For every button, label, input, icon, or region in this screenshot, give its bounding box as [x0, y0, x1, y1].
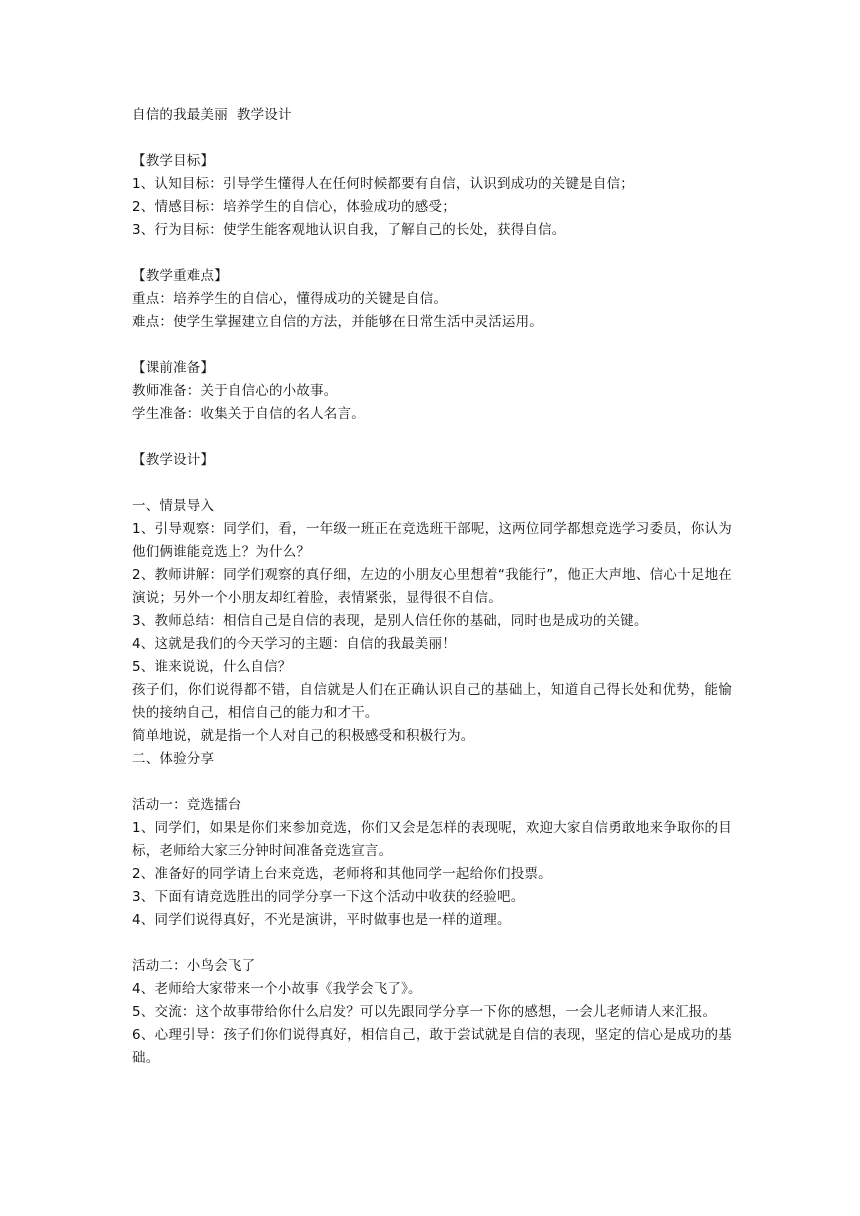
activity1-item: 2、准备好的同学请上台来竞选，老师将和其他同学一起给你们投票。	[132, 866, 552, 882]
part1-item: 4、这就是我们的今天学习的主题：自信的我最美丽！	[132, 636, 456, 652]
spacer	[132, 334, 732, 357]
preparation-heading: 【课前准备】	[132, 360, 215, 376]
objective-item: 3、行为目标：使学生能客观地认识自我，了解自己的长处，获得自信。	[132, 222, 566, 238]
activity2-item: 6、心理引导：孩子们你们说得真好，相信自己，敢于尝试就是自信的表现，坚定的信心是成功的基础。	[132, 1027, 732, 1066]
activity1-item: 4、同学们说得真好，不光是演讲，平时做事也是一样的道理。	[132, 912, 511, 928]
spacer	[132, 932, 732, 955]
activity1-heading: 活动一：竞选擂台	[132, 797, 242, 813]
activity1-item: 3、下面有请竞选胜出的同学分享一下这个活动中收获的经验吧。	[132, 889, 525, 905]
document-page	[132, 104, 732, 1070]
activity2-heading: 活动二：小鸟会飞了	[132, 958, 256, 974]
part1-item: 简单地说，就是指一个人对自己的积极感受和积极行为。	[132, 728, 475, 744]
key-point-item: 重点：培养学生的自信心，懂得成功的关键是自信。	[132, 291, 448, 307]
part1-item: 3、教师总结：相信自己是自信的表现，是别人信任你的基础，同时也是成功的关键。	[132, 613, 648, 629]
preparation-item: 学生准备：收集关于自信的名人名言。	[132, 406, 365, 422]
objectives-heading: 【教学目标】	[132, 153, 215, 169]
spacer	[132, 472, 732, 495]
preparation-item: 教师准备：关于自信心的小故事。	[132, 383, 338, 399]
spacer	[132, 426, 732, 449]
key-point-item: 难点：使学生掌握建立自信的方法，并能够在日常生活中灵活运用。	[132, 314, 543, 330]
document-title: 自信的我最美丽 教学设计	[132, 107, 292, 123]
spacer	[132, 127, 732, 150]
spacer	[132, 771, 732, 794]
part2-heading: 二、体验分享	[132, 751, 215, 767]
part1-heading: 一、情景导入	[132, 498, 215, 514]
spacer	[132, 242, 732, 265]
design-heading: 【教学设计】	[132, 452, 215, 468]
activity1-item: 1、同学们，如果是你们来参加竞选，你们又会是怎样的表现呢，欢迎大家自信勇敢地来争取你的目标，老师给大家三分钟时间准备竞选宣言。	[132, 820, 732, 859]
objective-item: 2、情感目标：培养学生的自信心，体验成功的感受；	[132, 199, 456, 215]
activity2-item: 4、老师给大家带来一个小故事《我学会飞了》。	[132, 981, 422, 997]
part1-item: 孩子们，你们说得都不错，自信就是人们在正确认识自己的基础上，知道自己得长处和优势，能愉快的接纳自己，相信自己的能力和才干。	[132, 682, 732, 721]
objective-item: 1、认知目标：引导学生懂得人在任何时候都要有自信，认识到成功的关键是自信；	[132, 176, 634, 192]
activity2-item: 5、交流：这个故事带给你什么启发？可以先跟同学分享一下你的感想，一会儿老师请人来汇报。	[132, 1004, 717, 1020]
part1-item: 1、引导观察：同学们，看，一年级一班正在竞选班干部呢，这两位同学都想竞选学习委员，你认为他们俩谁能竞选上？为什么？	[132, 521, 732, 560]
part1-item: 2、教师讲解：同学们观察的真仔细，左边的小朋友心里想着“我能行”，他正大声地、信心十足地在演说；另外一个小朋友却红着脸，表情紧张，显得很不自信。	[132, 567, 732, 606]
part1-item: 5、谁来说说，什么自信？	[132, 659, 292, 675]
key-points-heading: 【教学重难点】	[132, 268, 228, 284]
